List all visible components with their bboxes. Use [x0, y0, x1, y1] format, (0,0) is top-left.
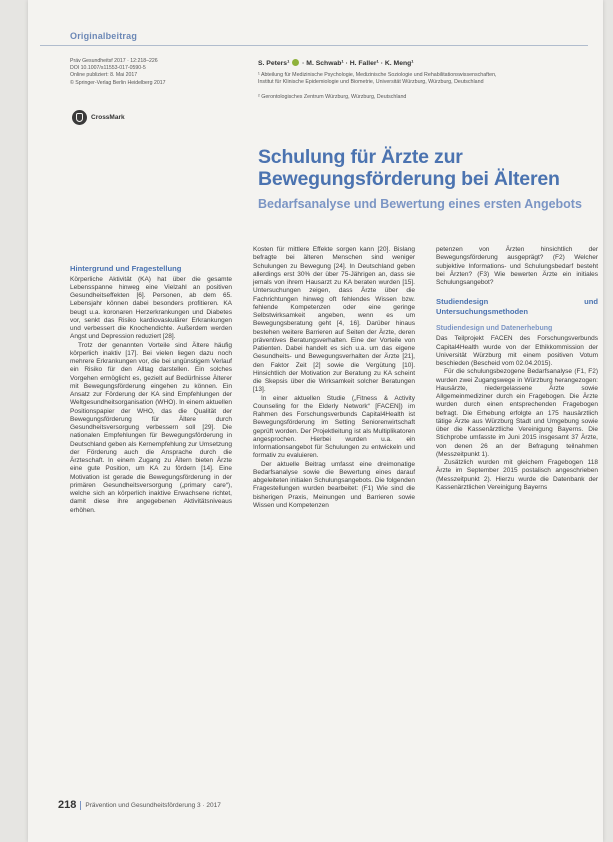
journal-name: Prävention und Gesundheitsförderung 3 · 2017: [85, 801, 221, 809]
affiliation-line: ¹ Abteilung für Medizinische Psychologie, Medizinische Soziologie und Rehabilitationswissenschaften,: [258, 72, 497, 78]
affiliation-line: Institut für Klinische Epidemiologie und Biometrie, Universität Würzburg, Würzburg, Deutschland: [258, 79, 484, 85]
citation-meta: [70, 58, 240, 87]
article-subtitle: Bedarfsanalyse und Bewertung eines ersten Angebots: [258, 197, 582, 211]
page-number: 218: [58, 799, 77, 811]
affiliation-1: [258, 72, 598, 86]
online-date-line: Online publiziert: 8. Mai 2017: [70, 72, 138, 79]
header-divider: [40, 45, 588, 46]
page-footer: [58, 799, 221, 811]
text-column-middle: [253, 246, 415, 510]
author-list: [258, 59, 598, 67]
copyright-line: © Springer-Verlag Berlin Heidelberg 2017: [70, 79, 166, 86]
paragraph: Der aktuelle Beitrag umfasst eine dreimonatige Bedarfsanalyse sowie die Bewertung eines darauf abgeleiteten initialen Schulungsangebots. Die folgenden Fragestellungen wurden bearbeitet: (F1) Wie sind die bisherigen Praxis, Meinungen und Barrieren sowie Wissen und Kompetenzen: [253, 460, 415, 509]
paragraph: Das Teilprojekt FACEN des Forschungsverbunds Capital4Health wurde von der Ethikkommission der Universität Würzburg mit einem positiven Votum beschieden (Bescheid vom 02.04.2015).: [436, 335, 598, 367]
paragraph: Trotz der genannten Vorteile sind Ältere häufig körperlich inaktiv [17]. Bei vielen liegen dazu noch mehrere Erkrankungen vor, die bei ungünstigem Verlauf ein Risiko für den Alltag darstellen. Ein solches Vorgehen ermöglicht es, gezielt auf Bedürfnisse Älterer mit Bewegungsförderung eingehen zu können. Ein Ansatz zur Förderung der KA sind Empfehlungen der Weltgesundheitsorganisation (WHO). In einem aktuellen Positionspapier der WHO, das die Qualität der Bewegungsförderung für Ältere durch Gesundheitsversorgung verbessern soll [29]. Die nationalen Empfehlungen für Bewegungsförderung in Deutschland geben als Kernempfehlung zur Umsetzung der Förderung auch die Ansprache durch die Ärzteschaft. In einem Zugang zu Ältern bieten Ärzte eine gute Position, um KA zu fördern [14]. Eine Motivation ist gerade die Bewegungsförderung in der primären Gesundheitsversorgung („primary care“), welche sich an körperlich inaktive Erwachsene richtet, damit diese ihre angegebenen Aktivitätsniveaus erhöhen.: [70, 341, 232, 514]
section-heading-methods: Studiendesign und Untersuchungsmethoden: [436, 297, 598, 316]
text-column-left: [70, 264, 232, 515]
co-authors[interactable]: · M. Schwab¹ · H. Faller¹ · K. Meng¹: [302, 60, 414, 67]
article-type-label: Originalbeitrag: [70, 31, 138, 41]
affiliation-2: [258, 94, 598, 101]
paragraph: In einer aktuellen Studie („Fitness & Activity Counseling for the Elderly Network“ [FACEN]) im Rahmen des Forschungsverbunds Capital4Health ist Bewegungsförderung im Setting Seniorenwirtschaft geprüft worden. Der Projektleitung ist als Multiplikatoren angesprochen. Hierbei wurden u.a. ein Informationsangebot für Schulungen zu entwickeln und formativ zu evaluieren.: [253, 394, 415, 460]
citation-line: Präv Gesundheitsf 2017 · 12:218–226: [70, 58, 158, 64]
orcid-icon[interactable]: [292, 59, 299, 66]
subsection-heading-design: Studiendesign und Datenerhebung: [436, 325, 553, 333]
affiliation-line: ² Gerontologisches Zentrum Würzburg, Würzburg, Deutschland: [258, 94, 407, 100]
crossmark-icon: [72, 110, 87, 125]
paragraph: Körperliche Aktivität (KA) hat über die gesamte Lebensspanne hinweg eine Vielzahl an positiven Gesundheitseffekten [6]. Personen, ab dem 65. Lebensjahr können dabei besonders profitieren. KA beugt u.a. koronaren Herzerkrankungen und Diabetes vor, senkt das Risiko kardiovaskulärer Erkrankungen und verbessert die Knochendichte. Außerdem werden Angst und Depression reduziert [28].: [70, 275, 232, 341]
paragraph: Kosten für mittlere Effekte sorgen kann [20]. Bislang befragte bei älteren Menschen sind weniger Schulungen zu Bewegung [24]. In Deutschland geben allerdings erst 30% der über 75-Jährigen an, dass sie jemals von ihrem Hausarzt zu KA beraten wurden [15]. Untersuchungen zeigen, dass Ärzte über die Fachrichtungen hinweg oft fehlendes Wissen bzw. fehlende Kompetenzen oder eine geringe Selbstwirksamkeit angeben, wenn es um Bewegungsberatung geht [4, 16]. Darüber hinaus bestehen weitere Barrieren auf Seiten der Ärzte, deren präventives Beratungsverhalten. Eine der Vorteile von Patienten. Dabei handelt es sich u.a. um das eigene Gesundheits- und Bewegungsverhalten der Ärzte [21], den Faktor Zeit [2] sowie die Vergütung [10]. Hinsichtlich der Motivation zur Beratung zu KA scheint die Skepsis über die Wirksamkeit solcher Beratungen [13].: [253, 246, 415, 394]
text-column-right: [436, 246, 598, 492]
doi-line: DOI 10.1007/s11553-017-0590-5: [70, 65, 146, 72]
crossmark-label: CrossMark: [91, 114, 125, 121]
crossmark-badge-link[interactable]: [72, 110, 125, 125]
paragraph: Für die schulungsbezogene Bedarfsanalyse (F1, F2) wurden zwei Zugangswege in Würzburg herangezogen: Hausärzte, niedergelassene Ärzte sowie Allgemeinmediziner durch ein Fragebogen. Die Ärzte wurden durch einen entsprechenden Fragebogen befragt. Die Erhebung erfolgte an 175 hausärztlich tätige Ärzte aus Würzburg Stadt und Umgebung sowie über die Kassenärztliche Vereinigung Bayerns. Die Stichprobe umfasste im Juni 2015 insgesamt 37 Ärzte, von denen 26 an der Befragung teilnahmen (Messzeitpunkt 1).: [436, 368, 598, 458]
first-author[interactable]: S. Peters¹: [258, 60, 290, 67]
article-title: Schulung für Ärzte zur Bewegungsförderung bei Älteren: [258, 146, 560, 190]
paragraph: Zusätzlich wurden mit gleichem Fragebogen 118 Ärzte im September 2015 postalisch angeschrieben (Messzeitpunkt 2). Hierzu wurde die Datenbank der Kassenärztlichen Vereinigung Bayerns: [436, 459, 598, 491]
section-heading-background: Hintergrund und Fragestellung: [70, 264, 182, 273]
paragraph: petenzen von Ärzten hinsichtlich der Bewegungsförderung ausgeprägt? (F2) Welcher subjektive Informations- und Schulungsbedarf besteht bei Ärzten? (F3) Wie bewerten Ärzte ein initiales Schulungsangebot?: [436, 246, 598, 286]
footer-divider: [80, 801, 81, 810]
